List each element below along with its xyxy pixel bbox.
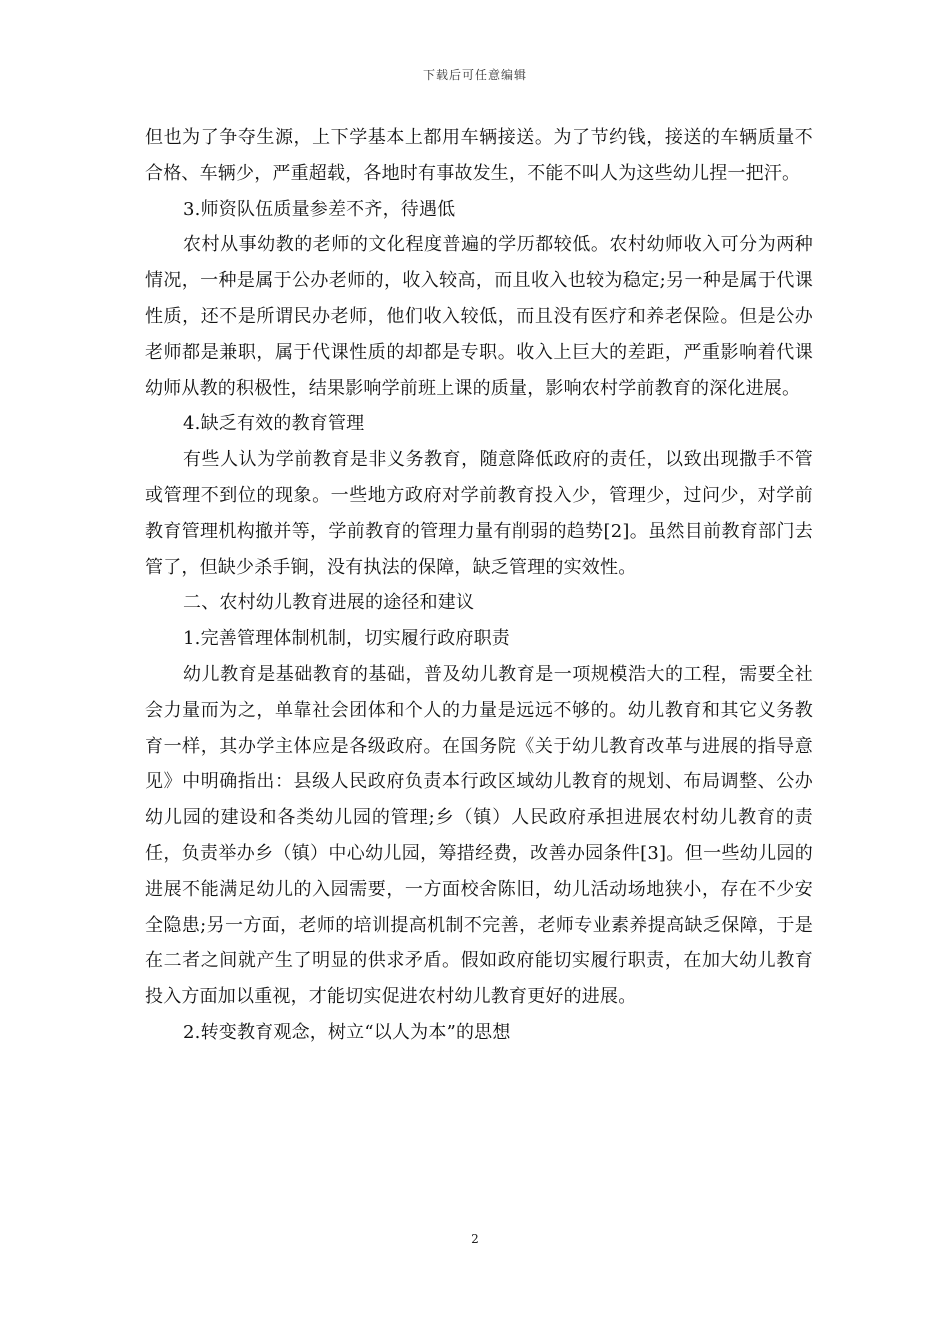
page-number: 2: [471, 1232, 479, 1246]
section-heading-4: 4.缺乏有效的教育管理: [183, 413, 365, 435]
paragraph-teacher-income: 农村从事幼教的老师的文化程度普遍的学历都较低。农村幼师收入可分为两种情况，一种是属于公办老师的，收入较高，而且收入也较为稳定;另一种是属于代课性质，还不是所谓民办老师，他们收入较低，而且没有医疗和养老保险。但是公办老师都是兼职，属于代课性质的却都是专职。收入上巨大的差距，严重影响着代课幼师从教的积极性，结果影响学前班上课的质量，影响农村学前教育的深化进展。: [145, 234, 813, 399]
paragraph-government-duty: 幼儿教育是基础教育的基础，普及幼儿教育是一项规模浩大的工程，需要全社会力量而为之，单靠社会团体和个人的力量是远远不够的。幼儿教育和其它义务教育一样，其办学主体应是各级政府。在国务院《关于幼儿教育改革与进展的指导意见》中明确指出：县级人民政府负责本行政区域幼儿教育的规划、布局调整、公办幼儿园的建设和各类幼儿园的管理;乡（镇）人民政府承担进展农村幼儿教育的责任，负责举办乡（镇）中心幼儿园，筹措经费，改善办园条件[3]。但一些幼儿园的进展不能满足幼儿的入园需要，一方面校舍陈旧，幼儿活动场地狭小，存在不少安全隐患;另一方面，老师的培训提高机制不完善，老师专业素养提高缺乏保障，于是在二者之间就产生了明显的供求矛盾。假如政府能切实履行职责，在加大幼儿教育投入方面加以重视，才能切实促进农村幼儿教育更好的进展。: [145, 663, 813, 1008]
paragraph-continuation: 但也为了争夺生源，上下学基本上都用车辆接送。为了节约钱，接送的车辆质量不合格、车辆少，严重超载，各地时有事故发生，不能不叫人为这些幼儿捏一把汗。: [145, 127, 813, 184]
paragraph-management: 有些人认为学前教育是非义务教育，随意降低政府的责任，以致出现撒手不管或管理不到位的现象。一些地方政府对学前教育投入少，管理少，过问少，对学前教育管理机构撤并等，学前教育的管理力量有削弱的趋势[2]。虽然目前教育部门去管了，但缺少杀手锏，没有执法的保障，缺乏管理的实效性。: [145, 449, 813, 578]
section-heading-3: 3.师资队伍质量参差不齐，待遇低: [183, 198, 456, 220]
section-heading-2: 2.转变教育观念，树立“以人为本”的思想: [183, 1021, 511, 1043]
section-heading-1: 1.完善管理体制机制，切实履行政府职责: [183, 628, 510, 650]
page-header: 下载后可任意编辑: [422, 68, 527, 82]
chapter-heading-2: 二、农村幼儿教育进展的途径和建议: [183, 592, 475, 614]
document-body: [145, 120, 813, 1051]
